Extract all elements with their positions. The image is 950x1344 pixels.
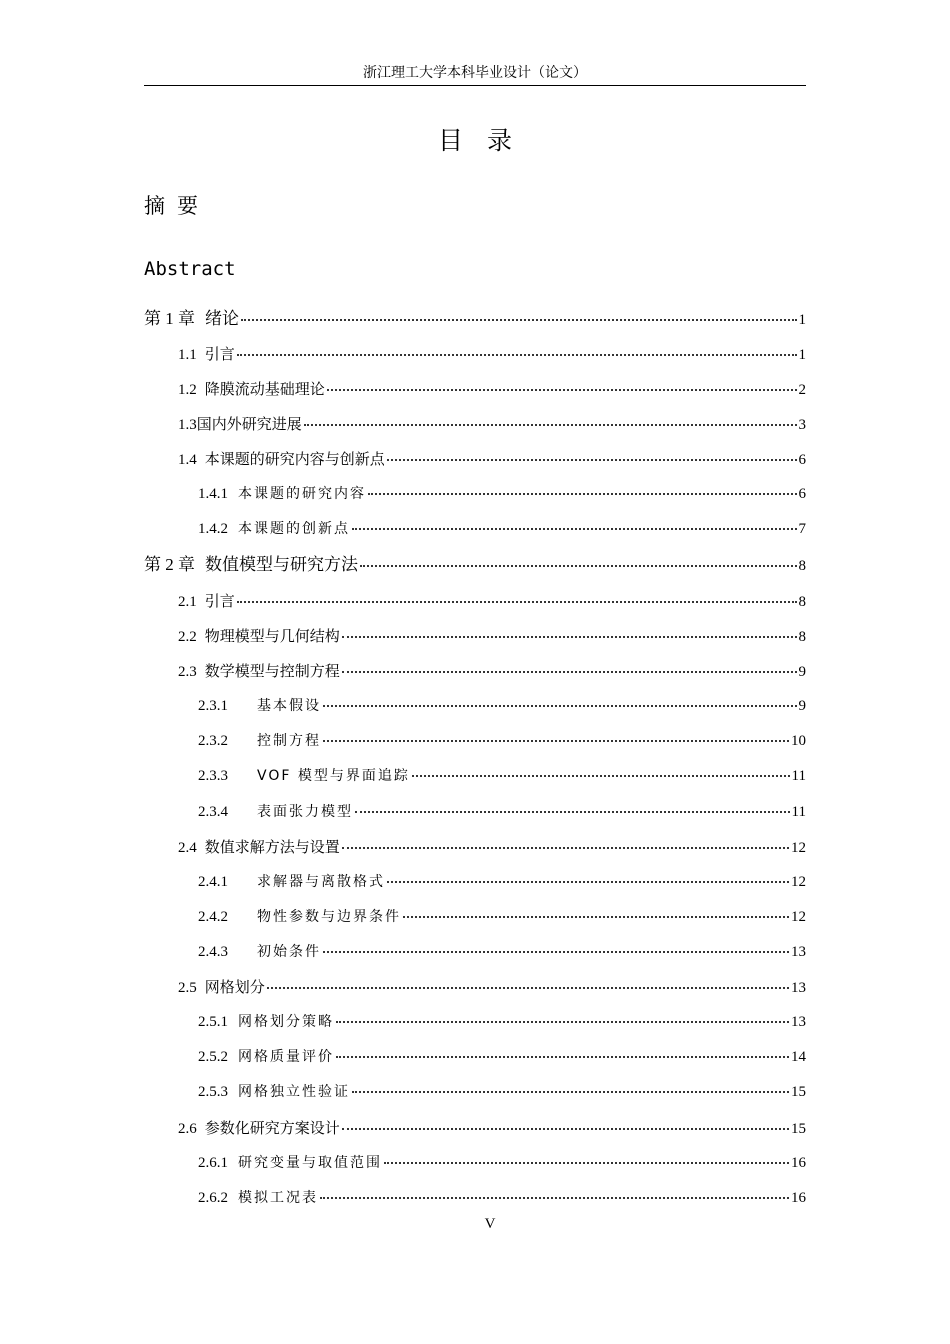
toc-entry[interactable] [198,1152,806,1174]
dot-leader [368,489,797,495]
toc-entry-number: 2.4.3 [198,944,228,960]
dot-leader [384,1158,789,1164]
dot-leader [304,420,797,426]
toc-entry[interactable] [178,976,806,999]
dot-leader [320,1193,789,1199]
toc-entry-title: 数值模型与研究方法 [205,555,358,575]
toc-entry[interactable] [198,518,806,540]
dot-leader [342,1124,789,1130]
toc-entry-number: 2.3.4 [198,804,228,820]
toc-entry-page: 8 [798,629,806,645]
dot-leader [352,524,797,530]
dot-leader [355,807,790,813]
toc-entry-number: 2.3.2 [198,733,228,749]
toc-entry[interactable] [198,1081,806,1103]
toc-entry-page: 11 [791,804,806,820]
toc-entry[interactable] [198,801,806,823]
toc-entry-number: 第 1 章 [144,309,195,328]
toc-entry-number: 1.2 [178,382,197,398]
toc-entry-title: 本课题的研究内容与创新点 [204,450,385,468]
toc-entry-page: 12 [791,909,806,925]
dot-leader [336,1017,789,1023]
page-header: 浙江理工大学本科毕业设计（论文） [363,66,587,81]
toc-entry-title: 引言 [204,592,235,610]
toc-entry-number: 2.3 [178,664,197,680]
toc-entry-page: 8 [798,558,806,574]
dot-leader [412,771,790,777]
dot-leader [241,315,797,321]
toc-entry-title: 网格划分 [204,978,265,996]
toc-entry[interactable] [178,625,806,648]
toc-entry-number: 1.3 [178,417,197,433]
dot-leader [360,561,797,567]
dot-leader [387,455,797,461]
toc-entry-title: 本课题的研究内容 [238,486,366,502]
toc-entry-title: 初始条件 [257,944,321,960]
toc-entry[interactable] [198,695,806,717]
dot-leader [323,736,789,742]
toc-entry-title: 基本假设 [257,698,321,714]
toc-entry-number: 2.3.1 [198,698,228,714]
toc-entry-number: 2.5.3 [198,1084,228,1100]
dot-leader [387,877,789,883]
toc-entry-title: 参数化研究方案设计 [204,1119,340,1137]
toc-entry-page: 6 [798,452,806,468]
toc-entry-title: 物理模型与几何结构 [204,627,340,645]
toc-entry[interactable] [198,906,806,928]
toc-entry[interactable] [178,590,806,613]
toc-entry-title: 本课题的创新点 [238,521,350,537]
toc-entry-title: VOF 模型与界面追踪 [257,768,410,784]
toc-entry-title: 国内外研究进展 [196,415,302,433]
dot-leader [342,632,797,638]
toc-entry-number: 1.4.1 [198,486,228,502]
dot-leader [237,350,797,356]
toc-entry[interactable] [198,941,806,963]
toc-entry-title: 求解器与离散格式 [257,874,385,890]
toc-entry-page: 11 [791,768,806,784]
page-number: V [484,1216,496,1232]
toc-entry-number: 2.4.1 [198,874,228,890]
toc-entry-page: 13 [791,944,806,960]
toc-entry-abstract-cn[interactable]: 摘要 [144,194,210,218]
dot-leader [267,983,789,989]
toc-entry-page: 10 [791,733,806,749]
toc-entry-number: 2.6.2 [198,1190,228,1206]
toc-entry-title: 网格质量评价 [238,1049,334,1065]
dot-leader [323,701,797,707]
dot-leader [342,667,797,673]
dot-leader [323,947,789,953]
toc-entry-number: 1.4 [178,452,197,468]
toc-entry-page: 16 [791,1155,806,1171]
toc-entry-title: 数值求解方法与设置 [204,838,340,856]
toc-entry-page: 7 [798,521,806,537]
dot-leader [403,912,789,918]
dot-leader [342,843,789,849]
toc-entry-page: 12 [791,874,806,890]
toc-entry-page: 1 [798,312,806,328]
toc-entry-title: 降膜流动基础理论 [204,380,325,398]
toc-entry-number: 2.6 [178,1121,197,1137]
toc-entry-page: 6 [798,486,806,502]
toc-entry-page: 15 [791,1121,806,1137]
toc-entry[interactable] [198,871,806,893]
toc-entry-number: 2.3.3 [198,768,228,784]
toc-entry-title: 表面张力模型 [257,804,353,820]
toc-entry[interactable] [198,1046,806,1068]
toc-entry[interactable] [178,660,806,683]
dot-leader [336,1052,789,1058]
toc-entry[interactable] [198,1187,806,1209]
toc-entry[interactable] [198,730,806,752]
toc-entry-title: 绪论 [205,309,239,329]
toc-entry-number: 1.4.2 [198,521,228,537]
toc-entry-page: 12 [791,840,806,856]
toc-entry-page: 13 [791,1014,806,1030]
toc-entry-title: 网格独立性验证 [238,1084,350,1100]
toc-entry[interactable] [198,483,806,505]
toc-entry-number: 2.1 [178,594,197,610]
toc-entry-title: 控制方程 [257,733,321,749]
toc-entry[interactable] [198,1011,806,1033]
dot-leader [237,597,797,603]
toc-entry-title: 引言 [204,345,235,363]
toc-entry[interactable] [178,343,806,366]
toc-entry-number: 2.5.2 [198,1049,228,1065]
toc-entry-title: 物性参数与边界条件 [257,909,401,925]
toc-entry-page: 13 [791,980,806,996]
toc-entry-title: 数学模型与控制方程 [204,662,340,680]
toc-entry-page: 1 [798,347,806,363]
toc-entry[interactable] [144,554,806,577]
toc-entry-page: 14 [791,1049,806,1065]
toc-title: 目录 [437,126,536,155]
toc-entry[interactable] [198,765,806,787]
dot-leader [327,385,797,391]
toc-entry-title: 研究变量与取值范围 [238,1155,382,1171]
toc-entry[interactable] [178,1117,806,1140]
toc-entry-title: 模拟工况表 [238,1190,318,1206]
toc-entry-page: 9 [798,698,806,714]
toc-entry-number: 2.6.1 [198,1155,228,1171]
toc-entry-number: 1.1 [178,347,197,363]
toc-entry-page: 16 [791,1190,806,1206]
toc-entry-number: 2.2 [178,629,197,645]
toc-entry[interactable] [144,308,806,331]
toc-entry[interactable] [178,448,806,471]
toc-entry-title: 网格划分策略 [238,1014,334,1030]
toc-entry-page: 15 [791,1084,806,1100]
dot-leader [352,1087,789,1093]
toc-entry-number: 2.5.1 [198,1014,228,1030]
toc-entry-page: 8 [798,594,806,610]
toc-entry-number: 第 2 章 [144,555,195,574]
toc-entry-page: 2 [798,382,806,398]
toc-entry[interactable] [178,836,806,859]
toc-entry[interactable] [178,378,806,401]
toc-entry[interactable] [178,413,806,436]
toc-entry-number: 2.5 [178,980,197,996]
toc-entry-abstract-en[interactable]: Abstract [144,258,236,280]
toc-entry-number: 2.4.2 [198,909,228,925]
toc-entry-number: 2.4 [178,840,197,856]
toc-entry-page: 9 [798,664,806,680]
toc-entry-page: 3 [798,417,806,433]
